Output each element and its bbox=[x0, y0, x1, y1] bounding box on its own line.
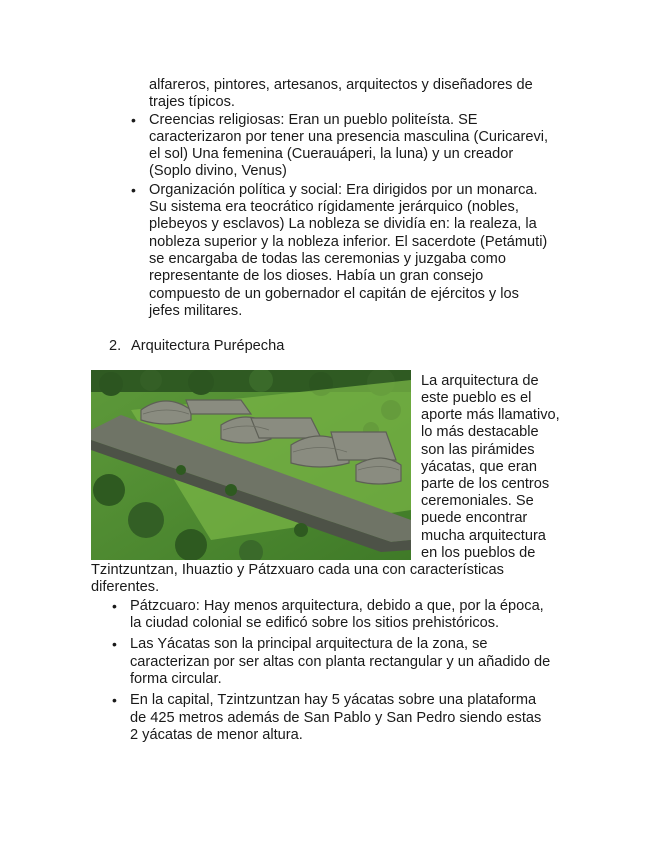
section-heading: Arquitectura Purépecha bbox=[131, 338, 285, 354]
list-item-line: (Soplo divino, Venus) bbox=[149, 163, 287, 179]
list-item-line: jefes militares. bbox=[149, 303, 243, 319]
section-number: 2. bbox=[109, 338, 122, 354]
list-item-line: forma circular. bbox=[130, 671, 222, 687]
list-item-line: el sol) Una femenina (Cuerauáperi, la luna) y un creador bbox=[149, 146, 514, 162]
bullet-icon: • bbox=[112, 598, 117, 614]
list-item-line: 2 yácatas de menor altura. bbox=[130, 727, 303, 743]
wrap-text-line: lo más destacable bbox=[421, 424, 539, 440]
wrap-text-line: son las pirámides bbox=[421, 442, 535, 458]
list-item-line: caracterizaron por tener una presencia masculina (Curicarevi, bbox=[149, 129, 549, 145]
bullet-icon: • bbox=[112, 636, 117, 652]
bullet-icon: • bbox=[131, 112, 136, 128]
wrap-text-line: mucha arquitectura bbox=[421, 528, 546, 544]
wrap-text-line: puede encontrar bbox=[421, 510, 528, 526]
wrap-text-line: en los pueblos de bbox=[421, 545, 536, 561]
yacatas-photo bbox=[91, 370, 411, 560]
list-item-line: En la capital, Tzintzuntzan hay 5 yácatas sobre una plataforma bbox=[130, 692, 537, 708]
list-item-line: Su sistema era teocrático rígidamente jerárquico (nobles, bbox=[149, 199, 519, 215]
wrap-text-line: yácatas, que eran bbox=[421, 459, 538, 475]
wrap-text-line: ceremoniales. Se bbox=[421, 493, 534, 509]
list-item-line: representante de los dioses. Había un gran consejo bbox=[149, 268, 484, 284]
paragraph-line: diferentes. bbox=[91, 579, 160, 595]
list-item-line: de 425 metros además de San Pablo y San Pedro siendo estas bbox=[130, 710, 542, 726]
list-item-line: compuesto de un gobernador el capitán de ejércitos y los bbox=[149, 286, 519, 302]
list-item-line: Organización política y social: Era dirigidos por un monarca. bbox=[149, 182, 538, 198]
bullet-icon: • bbox=[112, 692, 117, 708]
list-item-line: nobleza superior y la nobleza inferior. El sacerdote (Petámuti) bbox=[149, 234, 548, 250]
list-item-line: Las Yácatas son la principal arquitectura de la zona, se bbox=[130, 636, 488, 652]
list-item-line: Pátzcuaro: Hay menos arquitectura, debido a que, por la época, bbox=[130, 598, 544, 614]
list-item-line: se encargaba de todas las ceremonias y juzgaba como bbox=[149, 251, 506, 267]
list-item-line: Creencias religiosas: Eran un pueblo politeísta. SE bbox=[149, 112, 478, 128]
wrap-text-line: La arquitectura de bbox=[421, 373, 539, 389]
wrap-text-line: parte de los centros bbox=[421, 476, 550, 492]
list-item-line: la ciudad colonial se edificó sobre los sitios prehistóricos. bbox=[130, 615, 500, 631]
list-continuation-line: alfareros, pintores, artesanos, arquitectos y diseñadores de bbox=[149, 77, 533, 93]
list-continuation-line: trajes típicos. bbox=[149, 94, 235, 110]
bullet-icon: • bbox=[131, 182, 136, 198]
list-item-line: plebeyos y esclavos) La nobleza se dividía en: la realeza, la bbox=[149, 216, 537, 232]
list-item-line: caracterizan por ser altas con planta rectangular y un añadido de bbox=[130, 654, 551, 670]
paragraph-line: Tzintzuntzan, Ihuaztio y Pátzxuaro cada una con características bbox=[91, 562, 504, 578]
wrap-text-line: aporte más llamativo, bbox=[421, 407, 560, 423]
wrap-text-line: este pueblo es el bbox=[421, 390, 532, 406]
